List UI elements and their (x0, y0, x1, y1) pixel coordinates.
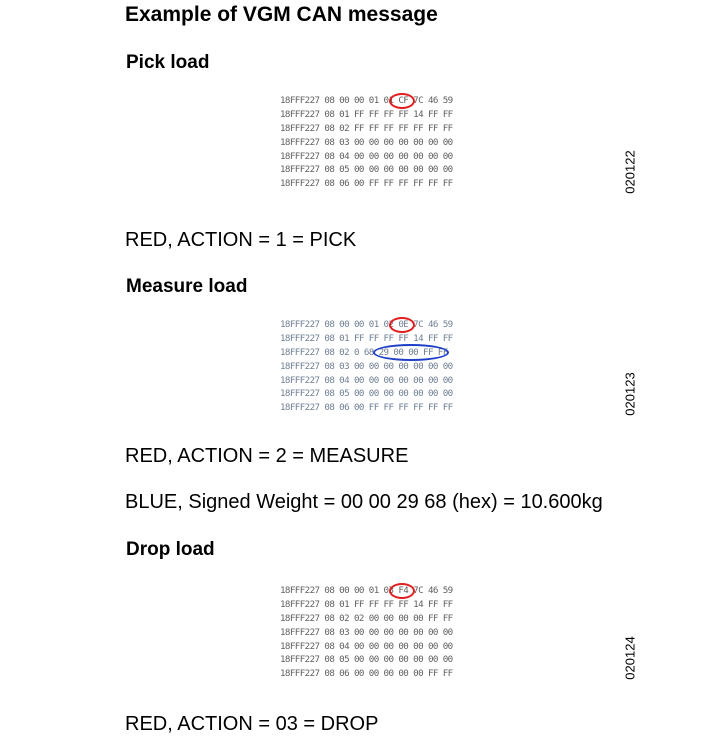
hex-line: 18FFF227 08 01 FF FF FF FF 14 FF FF (280, 108, 453, 120)
hex-line: 18FFF227 08 03 00 00 00 00 00 00 00 (280, 360, 453, 372)
caption-drop-action: RED, ACTION = 03 = DROP (125, 713, 379, 735)
red-action-highlight (389, 93, 415, 109)
hex-line: 18FFF227 08 00 00 01 03 F4 7C 46 59 (280, 585, 453, 596)
hex-line: 18FFF227 08 03 00 00 00 00 00 00 00 (280, 136, 453, 148)
hex-line: 18FFF227 08 03 00 00 00 00 00 00 00 (280, 626, 453, 638)
hex-line: 18FFF227 08 01 FF FF FF FF 14 FF FF (280, 598, 453, 610)
blue-weight-highlight (373, 344, 449, 361)
figure-id-label: 020122 (622, 150, 638, 194)
can-message-figure-drop (280, 584, 480, 681)
section-heading-drop-load: Drop load (126, 539, 215, 560)
hex-line: 18FFF227 08 00 00 01 01 CF 7C 46 59 (280, 95, 453, 106)
hex-line: 18FFF227 08 01 FF FF FF FF 14 FF FF (280, 332, 453, 344)
figure-id-label: 020124 (622, 636, 638, 680)
caption-pick-action: RED, ACTION = 1 = PICK (125, 229, 357, 251)
hex-line: 18FFF227 08 00 00 01 02 0E 7C 46 59 (280, 319, 453, 330)
page-title: Example of VGM CAN message (125, 3, 438, 26)
hex-line: 18FFF227 08 02 FF FF FF FF FF FF FF (280, 122, 453, 134)
caption-measure-action: RED, ACTION = 2 = MEASURE (125, 445, 409, 467)
hex-line: 18FFF227 08 05 00 00 00 00 00 00 00 (280, 654, 453, 666)
hex-line: 18FFF227 08 06 00 FF FF FF FF FF FF (280, 178, 453, 190)
caption-measure-weight: BLUE, Signed Weight = 00 00 29 68 (hex) = 10.600kg (125, 491, 603, 513)
hex-line: 18FFF227 08 02 02 00 00 00 00 FF FF (280, 612, 453, 624)
section-heading-measure-load: Measure load (126, 276, 248, 297)
hex-line: 18FFF227 08 04 00 00 00 00 00 00 00 (280, 374, 453, 386)
figure-id-label: 020123 (622, 372, 638, 416)
hex-line: 18FFF227 08 02 0 68 29 00 00 FF FF (280, 346, 448, 358)
can-message-figure-pick (280, 94, 480, 191)
hex-line: 18FFF227 08 06 00 00 00 00 00 FF FF (280, 668, 453, 680)
hex-line: 18FFF227 08 05 00 00 00 00 00 00 00 (280, 164, 453, 176)
hex-line: 18FFF227 08 04 00 00 00 00 00 00 00 (280, 640, 453, 652)
hex-line: 18FFF227 08 06 00 FF FF FF FF FF FF (280, 402, 453, 414)
can-message-figure-measure (280, 318, 480, 415)
hex-line: 18FFF227 08 05 00 00 00 00 00 00 00 (280, 388, 453, 400)
section-heading-pick-load: Pick load (126, 52, 210, 73)
red-action-highlight (389, 583, 415, 599)
hex-line: 18FFF227 08 04 00 00 00 00 00 00 00 (280, 150, 453, 162)
red-action-highlight (389, 317, 415, 333)
